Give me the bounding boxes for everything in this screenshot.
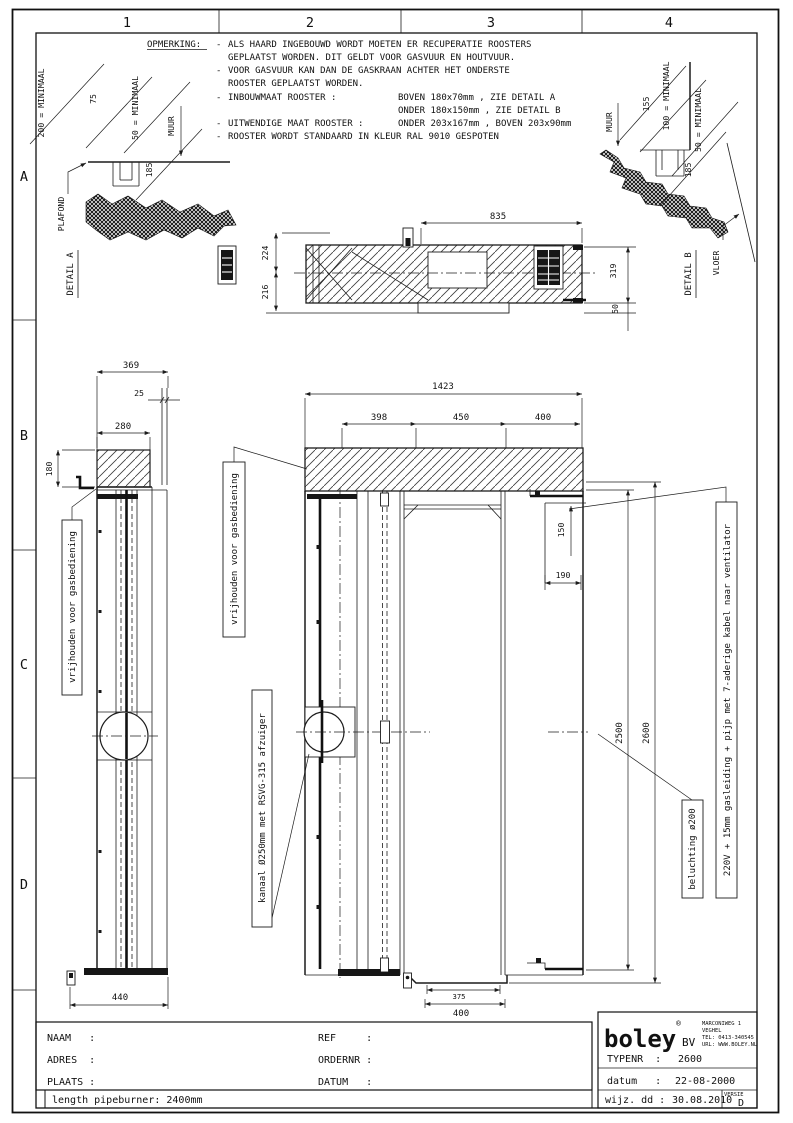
dim-1423: 1423 xyxy=(432,382,454,392)
hearth-step xyxy=(418,303,509,313)
company-address-2: VEGHEL xyxy=(702,1028,722,1034)
col-label-4: 4 xyxy=(664,15,674,31)
note-line: ONDER 180x150mm , ZIE DETAIL B xyxy=(398,106,561,116)
datum-value: 22-08-2000 xyxy=(675,1076,736,1087)
field-ref: REF : xyxy=(318,1033,373,1044)
grille-section xyxy=(534,246,563,289)
note-dash: - xyxy=(216,66,222,76)
callout-gas-text: vrijhouden voor gasbediening xyxy=(230,473,240,625)
field-datum: DATUM : xyxy=(318,1077,373,1088)
note-line: VOOR GASVUUR KAN DAN DE GASKRAAN ACHTER HET ONDERSTE xyxy=(228,66,510,76)
row-label-d: D xyxy=(19,877,29,893)
note-line: GEPLAATST WORDEN. DIT GELDT VOOR GASVUUR EN HOUTVUUR. xyxy=(228,53,516,63)
dim-369: 369 xyxy=(122,361,140,371)
wijz-value: 30.08.2010 xyxy=(672,1095,733,1106)
dim-400-bottom: 400 xyxy=(452,1009,470,1019)
note-dash: - xyxy=(216,119,222,129)
plan-view xyxy=(218,212,636,331)
dim-450: 450 xyxy=(452,413,470,423)
callout-beluchting-text: beluchting ø200 xyxy=(688,808,698,890)
company-address-3: TEL: 0413-340545 xyxy=(702,1035,754,1041)
broken-wall-hatch xyxy=(600,150,728,238)
field-ordernr: ORDERNR : xyxy=(318,1055,373,1066)
company-bv: BV xyxy=(682,1036,696,1049)
callout-kabel-text: 220V + 15mm gasleiding + pijp met 7-aderige kabel naar ventilator xyxy=(723,523,733,877)
dim-200-minimaal: 200 = MINIMAAL xyxy=(36,68,46,138)
row-label-b: B xyxy=(19,428,29,444)
dim-50-minimaal: 50 = MINIMAAL xyxy=(693,87,703,153)
registered-mark: ® xyxy=(676,1018,681,1028)
dim-216: 216 xyxy=(260,284,270,300)
detail-a-view xyxy=(30,64,236,298)
dim-185: 185 xyxy=(683,162,693,178)
dim-75: 75 xyxy=(88,94,98,104)
note-dash: - xyxy=(216,132,222,142)
side-view xyxy=(44,361,180,1009)
notes-block xyxy=(147,40,571,142)
note-line: ROOSTER GEPLAATST WORDEN. xyxy=(228,79,364,89)
detail-b-view xyxy=(600,61,755,298)
label-plafond: PLAFOND xyxy=(56,196,66,232)
versie-label: VERSIE xyxy=(724,1092,744,1098)
dim-224: 224 xyxy=(260,245,270,261)
notes-heading: OPMERKING: xyxy=(147,40,202,50)
row-ruler xyxy=(13,169,37,990)
column-ruler xyxy=(123,10,673,34)
col-label-2: 2 xyxy=(305,15,315,31)
title-block xyxy=(36,1012,757,1109)
dim-2500: 2500 xyxy=(615,722,625,744)
dim-2600: 2600 xyxy=(642,722,652,744)
detail-a-title: DETAIL A xyxy=(66,252,76,296)
note-dash: - xyxy=(216,93,222,103)
boley-logo: boley xyxy=(604,1025,677,1053)
inner-opening xyxy=(428,252,487,288)
footer-pipeburner: length pipeburner: 2400mm xyxy=(52,1095,203,1106)
detail-b-title: DETAIL B xyxy=(684,252,694,296)
company-address-1: MARCONIWEG 1 xyxy=(702,1021,741,1027)
note-line: INBOUWMAAT ROOSTER : xyxy=(228,93,337,103)
label-vloer: VLOER xyxy=(711,250,721,276)
dim-150: 150 xyxy=(556,522,566,538)
grille-front xyxy=(218,246,236,284)
dim-100-minimaal: 100 = MINIMAAL xyxy=(661,61,671,131)
dim-50-minimaal: 50 = MINIMAAL xyxy=(130,75,140,141)
field-adres: ADRES : xyxy=(47,1055,96,1066)
label-muur: MUUR xyxy=(166,116,176,136)
mantel-block xyxy=(97,450,150,487)
dim-398: 398 xyxy=(370,413,388,423)
note-line: UITWENDIGE MAAT ROOSTER : xyxy=(228,119,364,129)
dim-155: 155 xyxy=(641,96,651,112)
label-muur: MUUR xyxy=(604,112,614,132)
col-label-3: 3 xyxy=(486,15,496,31)
dim-280: 280 xyxy=(114,422,132,432)
broken-wall-hatch xyxy=(86,194,236,240)
dim-835: 835 xyxy=(489,212,507,222)
typenr-value: 2600 xyxy=(678,1054,703,1065)
col-label-1: 1 xyxy=(122,15,132,31)
dim-185: 185 xyxy=(144,162,154,178)
note-line: ONDER 203x167mm , BOVEN 203x90mm xyxy=(398,119,572,129)
note-line: BOVEN 180x70mm , ZIE DETAIL A xyxy=(398,93,556,103)
field-plaats: PLAATS : xyxy=(47,1077,96,1088)
dim-180: 180 xyxy=(44,461,54,477)
versie-value: D xyxy=(738,1098,745,1109)
note-dash: - xyxy=(216,40,222,50)
typenr-label: TYPENR : xyxy=(607,1054,662,1065)
row-label-a: A xyxy=(19,169,29,185)
dim-190: 190 xyxy=(555,570,571,580)
dim-50: 50 xyxy=(610,304,620,314)
callout-kanaal-text: kanaal Ø250mm met RSVG-315 afzuiger xyxy=(258,713,268,903)
dim-440: 440 xyxy=(111,993,129,1003)
dim-25: 25 xyxy=(134,388,144,398)
datum-label: datum : xyxy=(607,1076,662,1087)
front-view xyxy=(223,382,737,1019)
callout-gas-text: vrijhouden voor gasbediening xyxy=(68,531,78,683)
note-line: ALS HAARD INGEBOUWD WORDT MOETEN ER RECUPERATIE ROOSTERS xyxy=(228,40,532,50)
row-label-c: C xyxy=(19,657,29,673)
wijz-label: wijz. dd : xyxy=(605,1095,666,1106)
dim-319: 319 xyxy=(608,263,618,279)
note-line: ROOSTER WORDT STANDAARD IN KLEUR RAL 9010 GESPOTEN xyxy=(228,132,499,142)
dim-400: 400 xyxy=(534,413,552,423)
hatched-beam xyxy=(305,448,583,491)
dim-375: 375 xyxy=(452,992,466,1001)
field-naam: NAAM : xyxy=(47,1033,96,1044)
company-address-4: URL: WWW.BOLEY.NL xyxy=(702,1042,758,1048)
